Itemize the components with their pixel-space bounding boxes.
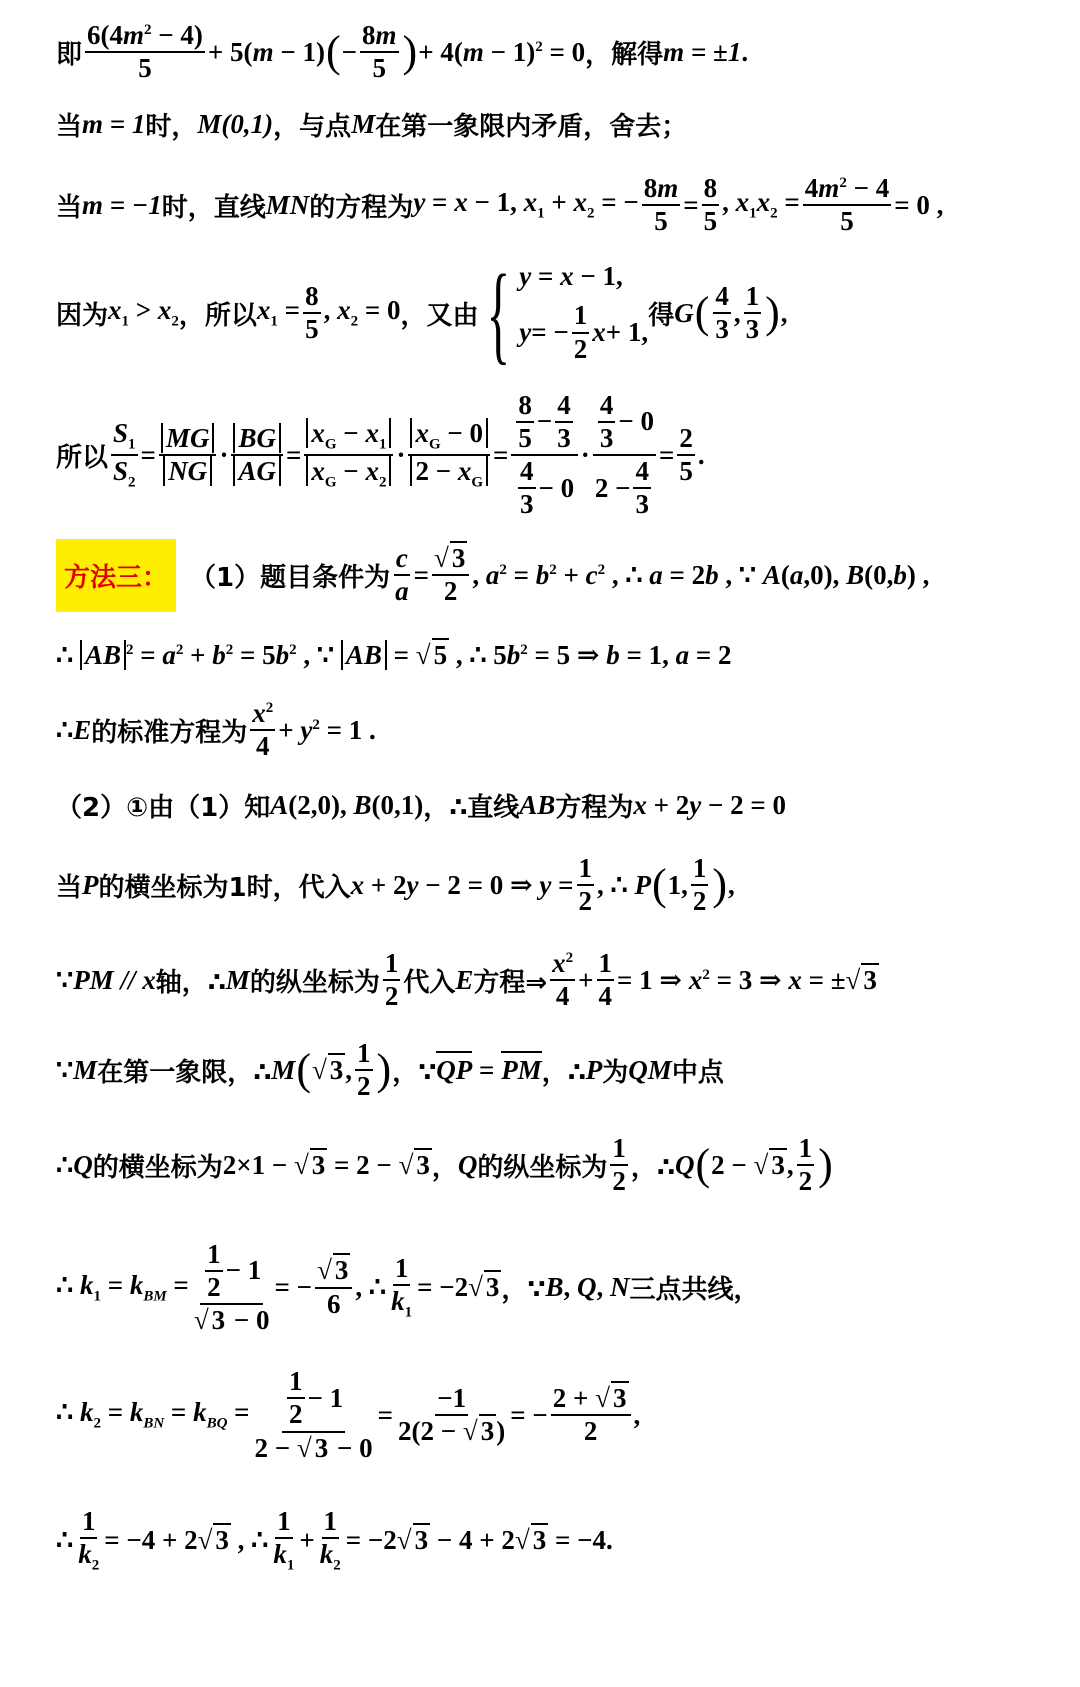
part-two-line: （2）①由（1）知 A(2,0), B(0,1) ，∴直线 AB 方程为 x + 2y − 2 = 0 [56, 789, 786, 823]
method-three-badge: 方法三： [56, 539, 176, 612]
slope-k1-line: ∴ $k_1 = k_{BM}$ = $\frac{1}{2}$ − 1 √ 3 − 0 = − $\frac{√ 3}{6}$ , ∴ $\frac{1}{k_1}$ = −2√ 3 ，∵ B, Q, N 三点共线， [56, 1238, 760, 1336]
ab-length-line: ∴ AB $^2 = a^2 + b^2 = 5b^2$ , ∵ AB = √ 5 , ∴ $5b^2 = 5$ ⇒ b = 1, a = 2 [56, 639, 732, 670]
equation-line-2: 当 m = 1 时， M(0,1) ，与点 M 在第一象限内矛盾，舍去； [56, 108, 688, 142]
equation-system: { y = x − 1, y = − $\frac{1}{2}$ x + 1, [486, 252, 649, 374]
equation-line-4: 因为 $x_1 > x_2$ ，所以 $x_1$ = $\frac{8}{5}$ , $x_2 = 0$ ，又由 { y = x − 1, y = − $\frac{1}{2}$ x + 1, 得 G ( $\frac{4}{3}$ , $\frac{1}{3}$ ) , [56, 252, 788, 374]
equation-line-5: 所以 $\frac{S_1}{S_2}$ = $\frac{MG}{NG}$ · $\frac{BG}{AG}$ = $\frac{x_G - x_1}{x_G - x_2}$ · $\frac{x_G - 0}{2 - x_G}$ = $\frac{8}{5}$ − $\frac{4}{3}$ $\frac{4}{3}$ − 0 · $\frac{4}{3}$ − 0 2 − $\frac{4}{3}$ = $\frac{2}{5}$ . [56, 389, 705, 520]
ellipse-equation-line: ∴ E 的标准方程为 $\frac{x^2}{4}$ + $y^2 = 1$ . [56, 697, 376, 761]
pm-parallel-line: ∵ PM // x 轴，∴ M 的纵坐标为 $\frac{1}{2}$ 代入 E 方程⇒ $\frac{x^2}{4}$ + $\frac{1}{4}$ = 1 ⇒ $x^2 = 3$ ⇒ x = ±√ 3 [56, 947, 877, 1011]
point-p-line: 当 P 的横坐标为1时，代入 x + 2y − 2 = 0 ⇒ y = $\frac{1}{2}$ , ∴ P ( 1, $\frac{1}{2}$ ) , [56, 852, 735, 916]
method-three-line: 方法三： （1）题目条件为 $\frac{c}{a}$ = $\frac{√ 3}{2}$ , $a^2 = b^2 + c^2$ , ∴ a = 2b , ∵ A(a,0), B(0,b) , [56, 535, 1060, 615]
point-m-line: ∵ M 在第一象限，∴ M ( √ 3, $\frac{1}{2}$ ) ，∵ QP = PM ，∴ P 为 QM 中点 [56, 1037, 724, 1101]
slope-k2-line: ∴ $k_2 = k_{BN} = k_{BQ}$ = $\frac{1}{2}$ − 1 2 − √ 3 − 0 = $\frac{-1}{2(2 - √ 3)}$ = − $\frac{2 + √ 3}{2}$ , [56, 1366, 641, 1463]
final-result-line: ∴ $\frac{1}{k_2}$ = −4 + 2√ 3 , ∴ $\frac{1}{k_1}$ + $\frac{1}{k_2}$ = −2√ 3 − 4 + 2√ 3 = −4. [56, 1505, 613, 1574]
point-q-line: ∴ Q 的横坐标为 2×1 − √ 3 = 2 − √ 3 ， Q 的纵坐标为 $\frac{1}{2}$ ，∴ Q ( 2 − √ 3, $\frac{1}{2}$ ) [56, 1132, 833, 1196]
equation-line-1: 即 $\frac{6(4m^2 - 4)}{5}$ + 5(m − 1) ( − $\frac{8m}{5}$ ) + $4(m - 1)^2 = 0$ ，解得 m = ±1 . [56, 19, 749, 83]
equation-line-3: 当 m = −1 时，直线 MN 的方程为 y = x − 1, $x_1 + x_2$ = − $\frac{8m}{5}$ = $\frac{8}{5}$ , $x_1x_2$ = $\frac{4m^2 - 4}{5}$ = 0 , [56, 172, 944, 236]
